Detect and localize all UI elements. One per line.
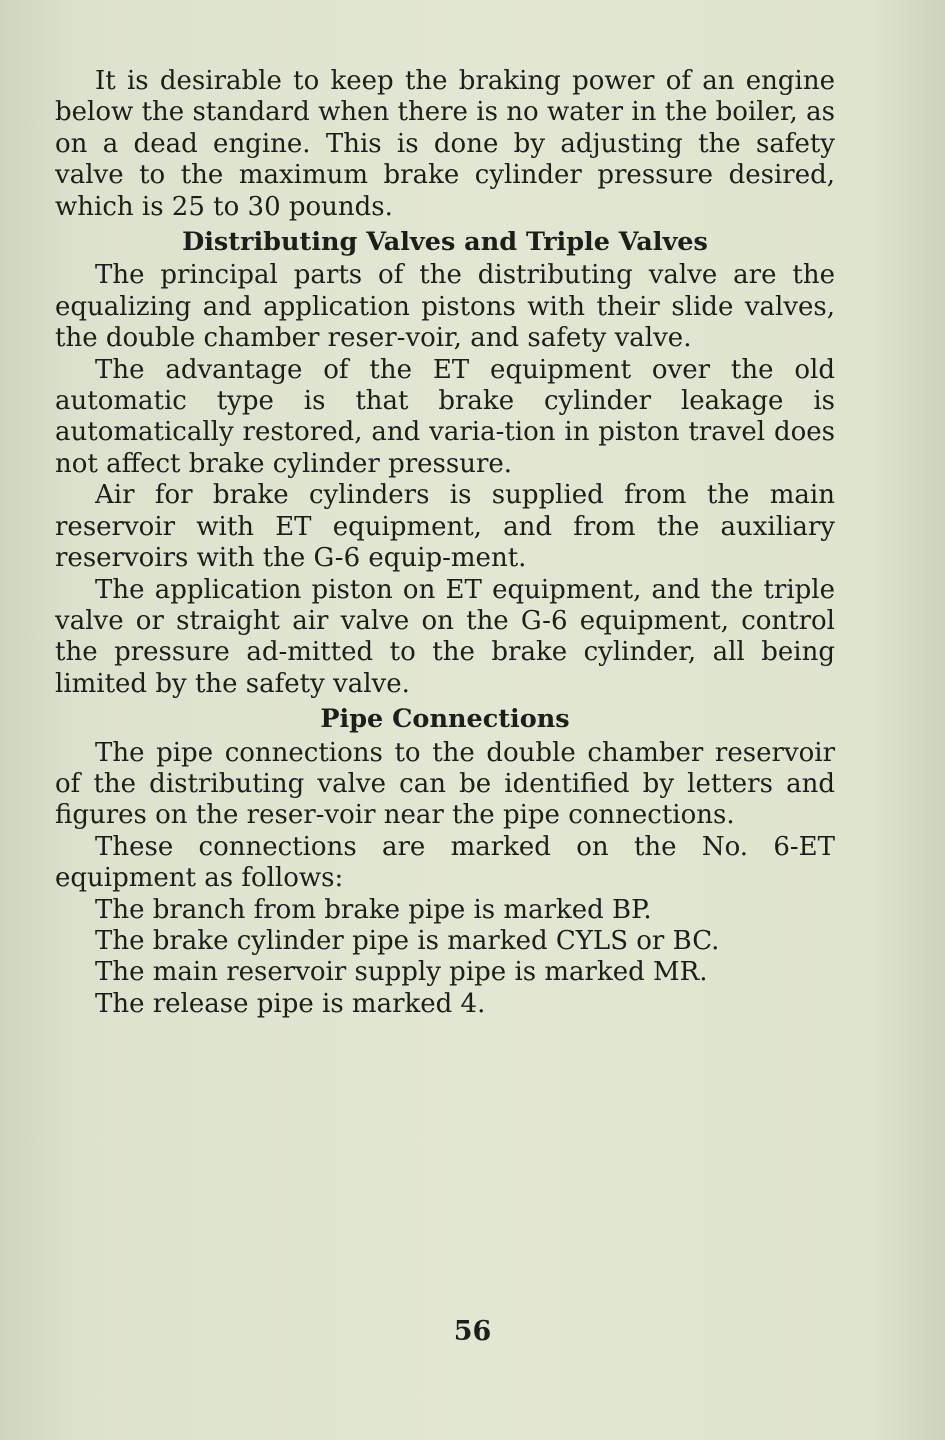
- paragraph: The principal parts of the distributing valve are the equalizing and application pistons with their slide valves, the double chamber reser-voir, and safety valve.: [55, 260, 835, 354]
- page-text: [55, 66, 835, 1020]
- page-number: 56: [453, 1316, 492, 1347]
- paragraph: The advantage of the ET equipment over the old automatic type is that brake cylinder leakage is automatically restored, and varia-tion in piston travel does not affect brake cylinder pressure.: [55, 354, 835, 479]
- paragraph: These connections are marked on the No. 6-ET equipment as follows:: [55, 831, 835, 894]
- paragraph: Air for brake cylinders is supplied from the main reservoir with ET equipment, and from the auxiliary reservoirs with the G-6 equip-ment.: [55, 480, 835, 574]
- paragraph: It is desirable to keep the braking power of an engine below the standard when there is no water in the boiler, as on a dead engine. This is done by adjusting the safety valve to the maximum brake cylinder pressure desired, which is 25 to 30 pounds.: [55, 66, 835, 222]
- list-item: The release pipe is marked 4.: [95, 988, 486, 1019]
- paragraph: The pipe connections to the double chamber reservoir of the distributing valve can be identified by letters and figures on the reser-voir near the pipe connections.: [55, 737, 835, 831]
- list-item: The brake cylinder pipe is marked CYLS or BC.: [95, 925, 720, 956]
- paragraph: The application piston on ET equipment, and the triple valve or straight air valve on the G-6 equipment, control the pressure ad-mitted to the brake cylinder, all being limited by the safety valve.: [55, 574, 835, 699]
- section-heading: Distributing Valves and Triple Valves: [182, 227, 708, 258]
- section-heading: Pipe Connections: [320, 704, 570, 735]
- list-item: The branch from brake pipe is marked BP.: [95, 894, 652, 925]
- list-item: The main reservoir supply pipe is marked MR.: [95, 957, 708, 988]
